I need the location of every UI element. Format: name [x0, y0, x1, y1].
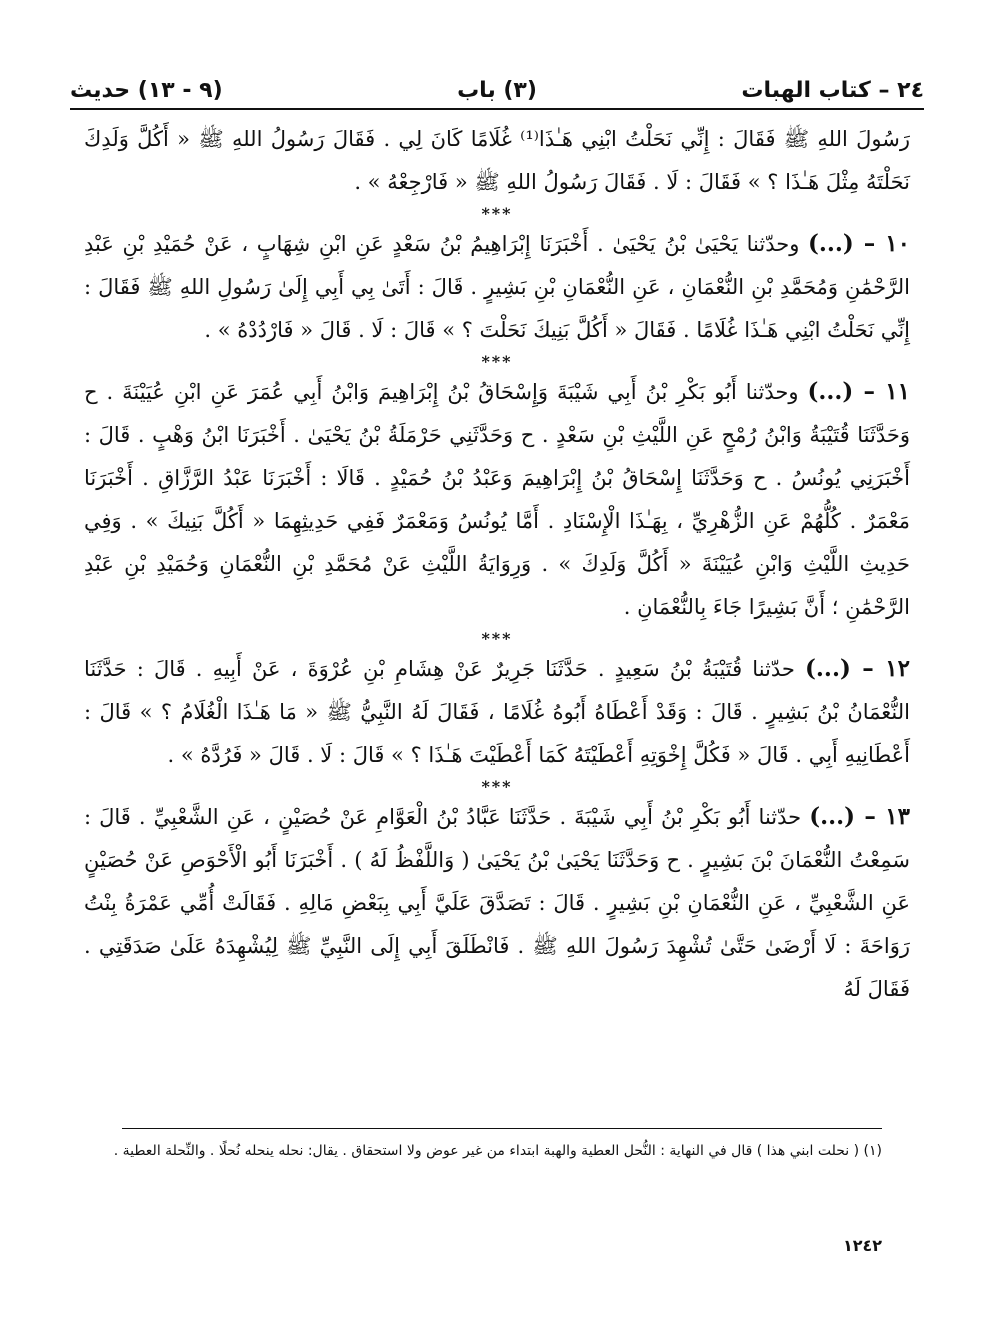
header-hadith-range: (٩ - ١٣) حديث: [70, 78, 223, 103]
hadith-text: حدّثنا قُتَيْبَةُ بْنُ سَعِيدٍ . حَدَّثَنَا جَرِيرٌ عَنْ هِشَامِ بْنِ عُرْوَةَ ، عَنْ أَبِيهِ . قَالَ : حَدَّثَنَا النُّعْمَانُ بْنُ بَشِيرٍ . قَالَ : وَقَدْ أَعْطَاهُ أَبُوهُ غُلَامًا ، فَقَالَ لَهُ النَّبِيُّ ﷺ « مَا هَـٰذَا الْغُلَامُ ؟ » قَالَ : أَعْطَانِيهِ أَبِي . قَالَ « فَكُلَّ إِخْوَتِهِ أَعْطَيْتَهُ كَمَا أَعْطَيْتَ هَـٰذَا ؟ » قَالَ : لَا . قَالَ « فَرُدَّهُ » .: [84, 657, 910, 767]
hadith-10: [84, 222, 910, 352]
hadith-13: [84, 795, 910, 1011]
header-rule: [70, 108, 924, 110]
header-book-title: ٢٤ – كتاب الهبات: [741, 78, 924, 103]
hadith-text: وحدّثنا يَحْيَىٰ بْنُ يَحْيَىٰ . أَخْبَرَنَا إِبْرَاهِيمُ بْنُ سَعْدٍ عَنِ ابْنِ شِهَابٍ ، عَنْ حُمَيْدِ بْنِ عَبْدِ الرَّحْمَٰنِ وَمُحَمَّدِ بْنِ النُّعْمَانِ ، عَنِ النُّعْمَانِ بْنِ بَشِيرٍ . قَالَ : أَتَىٰ بِي أَبِي إِلَىٰ رَسُولِ اللهِ ﷺ فَقَالَ : إِنِّي نَحَلْتُ ابْنِي هَـٰذَا غُلَامًا . فَقَالَ « أَكُلَّ بَنِيكَ نَحَلْتَ ؟ » قَالَ : لَا . قَالَ « فَارْدُدْهُ » .: [84, 232, 910, 342]
footnote-rule: [122, 1128, 882, 1129]
paragraph-continued: رَسُولَ اللهِ ﷺ فَقَالَ : إِنِّي نَحَلْتُ ابْنِي هَـٰذَا⁽¹⁾ غُلَامًا كَانَ لِي . فَقَالَ رَسُولُ اللهِ ﷺ « أَكُلَّ وَلَدِكَ نَحَلْتَهُ مِثْلَ هَـٰذَا ؟ » فَقَالَ : لَا . فَقَالَ رَسُولُ اللهِ ﷺ « فَارْجِعْهُ » .: [84, 127, 910, 194]
hadith-text: حدّثنا أَبُو بَكْرِ بْنُ أَبِي شَيْبَةَ . حَدَّثَنَا عَبَّادُ بْنُ الْعَوَّامِ عَنْ حُصَيْنٍ ، عَنِ الشَّعْبِيِّ . قَالَ : سَمِعْتُ النُّعْمَانَ بْنَ بَشِيرٍ . ح وَحَدَّثَنَا يَحْيَىٰ بْنُ يَحْيَىٰ ( وَاللَّفْظُ لَهُ ) . أَخْبَرَنَا أَبُو الْأَحْوَصِ عَنْ حُصَيْنٍ عَنِ الشَّعْبِيِّ ، عَنِ النُّعْمَانِ بْنِ بَشِيرٍ . قَالَ : تَصَدَّقَ عَلَيَّ أَبِي بِبَعْضِ مَالِهِ . فَقَالَتْ أُمِّي عَمْرَةُ بِنْتُ رَوَاحَةَ : لَا أَرْضَىٰ حَتَّىٰ تُشْهِدَ رَسُولَ اللهِ ﷺ . فَانْطَلَقَ أَبِي إِلَى النَّبِيِّ ﷺ لِيُشْهِدَهُ عَلَىٰ صَدَقَتِي . فَقَالَ لَهُ: [84, 805, 910, 1001]
main-text: [84, 118, 910, 1011]
separator-stars: ***: [481, 629, 513, 648]
hadith-11: [84, 370, 910, 629]
running-header: [70, 72, 924, 108]
hadith-number: ١٣ – (...): [809, 803, 910, 830]
header-chapter: (٣) باب: [457, 78, 537, 103]
footnote: [110, 1136, 882, 1166]
hadith-text: وحدّثنا أَبُو بَكْرِ بْنُ أَبِي شَيْبَةَ وَإِسْحَاقُ بْنُ إِبْرَاهِيمَ وَابْنُ أَبِي عُمَرَ عَنِ ابْنِ عُيَيْنَةَ . ح وَحَدَّثَنَا قُتَيْبَةُ وَابْنُ رُمْحٍ عَنِ اللَّيْثِ بْنِ سَعْدٍ . ح وَحَدَّثَنِي حَرْمَلَةُ بْنُ يَحْيَىٰ . أَخْبَرَنَا ابْنُ وَهْبٍ . قَالَ : أَخْبَرَنِي يُونُسُ . ح وَحَدَّثَنَا إِسْحَاقُ بْنُ إِبْرَاهِيمَ وَعَبْدُ بْنُ حُمَيْدٍ . قَالَا : أَخْبَرَنَا عَبْدُ الرَّزَّاقِ . أَخْبَرَنَا مَعْمَرٌ . كُلُّهُمْ عَنِ الزُّهْرِيِّ ، بِهَـٰذَا الْإِسْنَادِ . أَمَّا يُونُسُ وَمَعْمَرٌ فَفِي حَدِيثِهِمَا « أَكُلَّ بَنِيكَ » . وَفِي حَدِيثِ اللَّيْثِ وَابْنِ عُيَيْنَةَ « أَكُلَّ وَلَدِكَ » . وَرِوَايَةُ اللَّيْثِ عَنْ مُحَمَّدِ بْنِ النُّعْمَانِ وَحُمَيْدِ بْنِ عَبْدِ الرَّحْمَٰنِ ؛ أَنَّ بَشِيرًا جَاءَ بِالنُّعْمَانِ .: [84, 380, 910, 619]
hadith-number: ١٢ – (...): [805, 655, 910, 682]
hadith-number: ١١ – (...): [807, 378, 910, 405]
separator-stars: ***: [481, 777, 513, 796]
page-number: ١٢٤٢: [842, 1236, 882, 1255]
separator-stars: ***: [481, 352, 513, 371]
separator-stars: ***: [481, 204, 513, 223]
hadith-number: ١٠ – (...): [808, 230, 910, 257]
footnote-line: (١) ( نحلت ابني هذا ) قال في النهاية : النُّحل العطية والهبة ابتداء من غير عوض ولا استحقاق . يقال: نحله ينحله نُحلًا . والنِّحلة العطية .: [113, 1143, 882, 1159]
hadith-12: [84, 647, 910, 777]
